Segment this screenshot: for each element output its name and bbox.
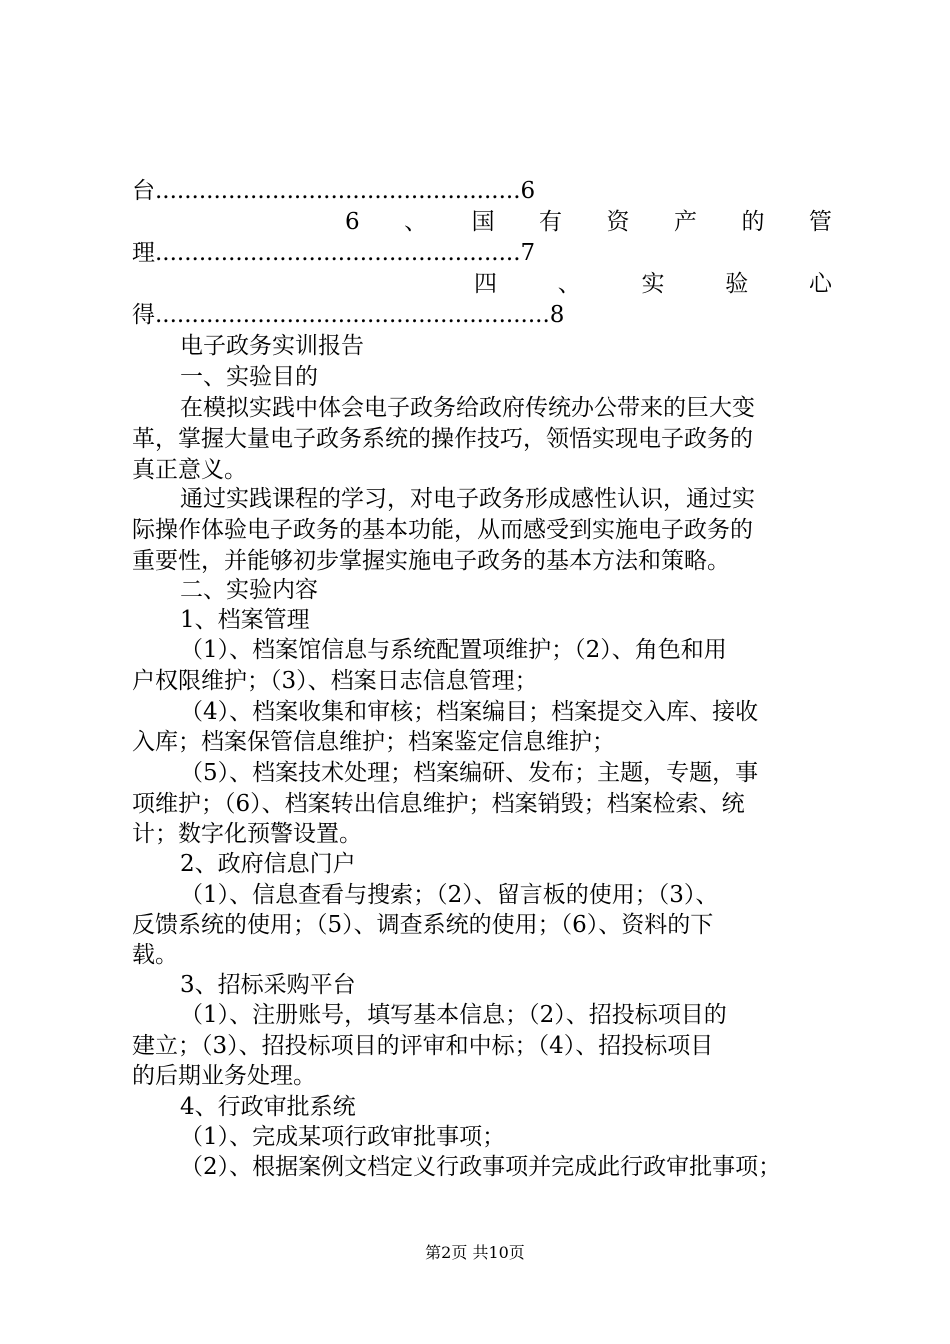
toc-line: 理..................................................7 — [132, 240, 536, 266]
section-heading: 一、实验目的 — [180, 364, 318, 390]
paragraph-line: 通过实践课程的学习，对电子政务形成感性认识，通过实 — [180, 486, 755, 512]
page-footer: 第2页 共10页 — [425, 1243, 525, 1262]
toc-item-4: 四 、 实 验 心 — [474, 271, 832, 297]
paragraph-line: 计；数字化预警设置。 — [132, 821, 362, 847]
subsection-heading: 3、招标采购平台 — [180, 972, 356, 998]
paragraph-line: 入库；档案保管信息维护；档案鉴定信息维护； — [132, 729, 615, 755]
toc-line: 得......................................................8 — [132, 302, 565, 328]
paragraph-line: 的后期业务处理。 — [132, 1063, 316, 1089]
paragraph-line: 反馈系统的使用；（5）、调查系统的使用；（6）、资料的下 — [132, 912, 714, 938]
subsection-heading: 1、档案管理 — [180, 607, 310, 633]
section-heading: 二、实验内容 — [180, 577, 318, 603]
paragraph-line: 建立；（3）、招投标项目的评审和中标；（4）、招投标项目 — [132, 1033, 714, 1059]
paragraph-line: 户权限维护；（3）、档案日志信息管理； — [132, 668, 538, 694]
subsection-heading: 4、行政审批系统 — [180, 1094, 356, 1120]
paragraph-line: 际操作体验电子政务的基本功能，从而感受到实施电子政务的 — [132, 517, 753, 543]
paragraph-line: 载。 — [132, 942, 178, 968]
paragraph-line: 项维护；（6）、档案转出信息维护；档案销毁；档案检索、统 — [132, 791, 745, 817]
paragraph-line: （1）、信息查看与搜索；（2）、留言板的使用；（3）、 — [180, 882, 719, 908]
paragraph-line: 在模拟实践中体会电子政务给政府传统办公带来的巨大变 — [180, 395, 755, 421]
paragraph-line: 真正意义。 — [132, 457, 247, 483]
paragraph-line: （1）、档案馆信息与系统配置项维护；（2）、角色和用 — [180, 637, 727, 663]
paragraph-line: 革，掌握大量电子政务系统的操作技巧，领悟实现电子政务的 — [132, 426, 753, 452]
paragraph-line: （5）、档案技术处理；档案编研、发布；主题，专题，事 — [180, 760, 759, 786]
paragraph-line: （1）、注册账号，填写基本信息；（2）、招投标项目的 — [180, 1002, 727, 1028]
paragraph-line: 重要性，并能够初步掌握实施电子政务的基本方法和策略。 — [132, 548, 730, 574]
toc-item-6: 6 、 国 有 资 产 的 管 — [345, 209, 832, 235]
toc-line: 台..................................................6 — [132, 178, 536, 204]
paragraph-line: （2）、根据案例文档定义行政事项并完成此行政审批事项； — [180, 1154, 782, 1180]
document-title: 电子政务实训报告 — [180, 333, 364, 359]
paragraph-line: （4）、档案收集和审核；档案编目；档案提交入库、接收 — [180, 699, 759, 725]
subsection-heading: 2、政府信息门户 — [180, 851, 356, 877]
paragraph-line: （1）、完成某项行政审批事项； — [180, 1124, 506, 1150]
